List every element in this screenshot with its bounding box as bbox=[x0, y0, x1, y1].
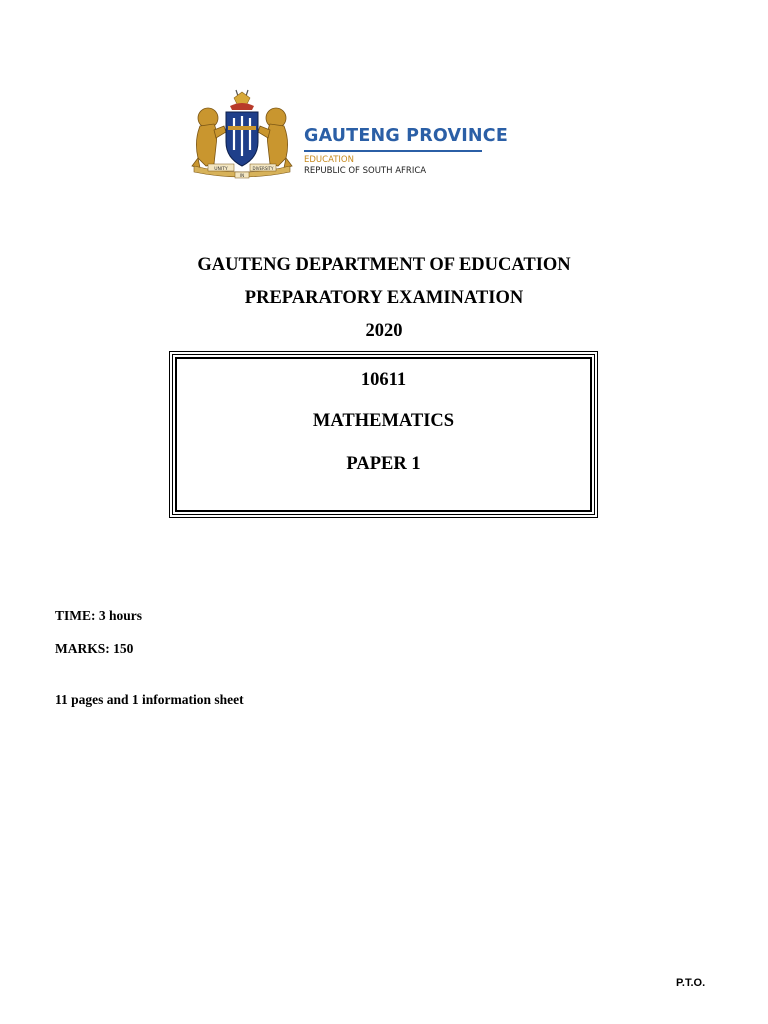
coat-of-arms-icon bbox=[184, 86, 300, 182]
logo-title: GAUTENG PROVINCE bbox=[304, 126, 508, 146]
logo-subtitle-country: REPUBLIC OF SOUTH AFRICA bbox=[304, 166, 427, 176]
exam-heading: PREPARATORY EXAMINATION bbox=[244, 288, 524, 308]
subject-name: MATHEMATICS bbox=[312, 411, 455, 431]
department-heading: GAUTENG DEPARTMENT OF EDUCATION bbox=[197, 255, 571, 275]
pages-info: 11 pages and 1 information sheet bbox=[55, 692, 244, 707]
subject-box-inner-border bbox=[175, 357, 592, 512]
logo-divider bbox=[304, 150, 482, 152]
crest-motto-right: DIVERSITY bbox=[252, 166, 274, 171]
subject-box bbox=[172, 354, 595, 515]
paper-number: PAPER 1 bbox=[346, 454, 421, 474]
logo-text bbox=[304, 126, 508, 177]
logo-subtitle-education: EDUCATION bbox=[304, 155, 354, 165]
year-heading: 2020 bbox=[365, 321, 403, 341]
gauteng-logo bbox=[176, 86, 512, 186]
crest-motto-left: UNITY bbox=[214, 167, 228, 172]
pto-label: P.T.O. bbox=[676, 977, 706, 989]
subject-code: 10611 bbox=[360, 370, 407, 390]
crest-motto-middle: IN bbox=[239, 173, 245, 178]
time-info: TIME: 3 hours bbox=[55, 608, 143, 623]
marks-info: MARKS: 150 bbox=[55, 641, 134, 656]
